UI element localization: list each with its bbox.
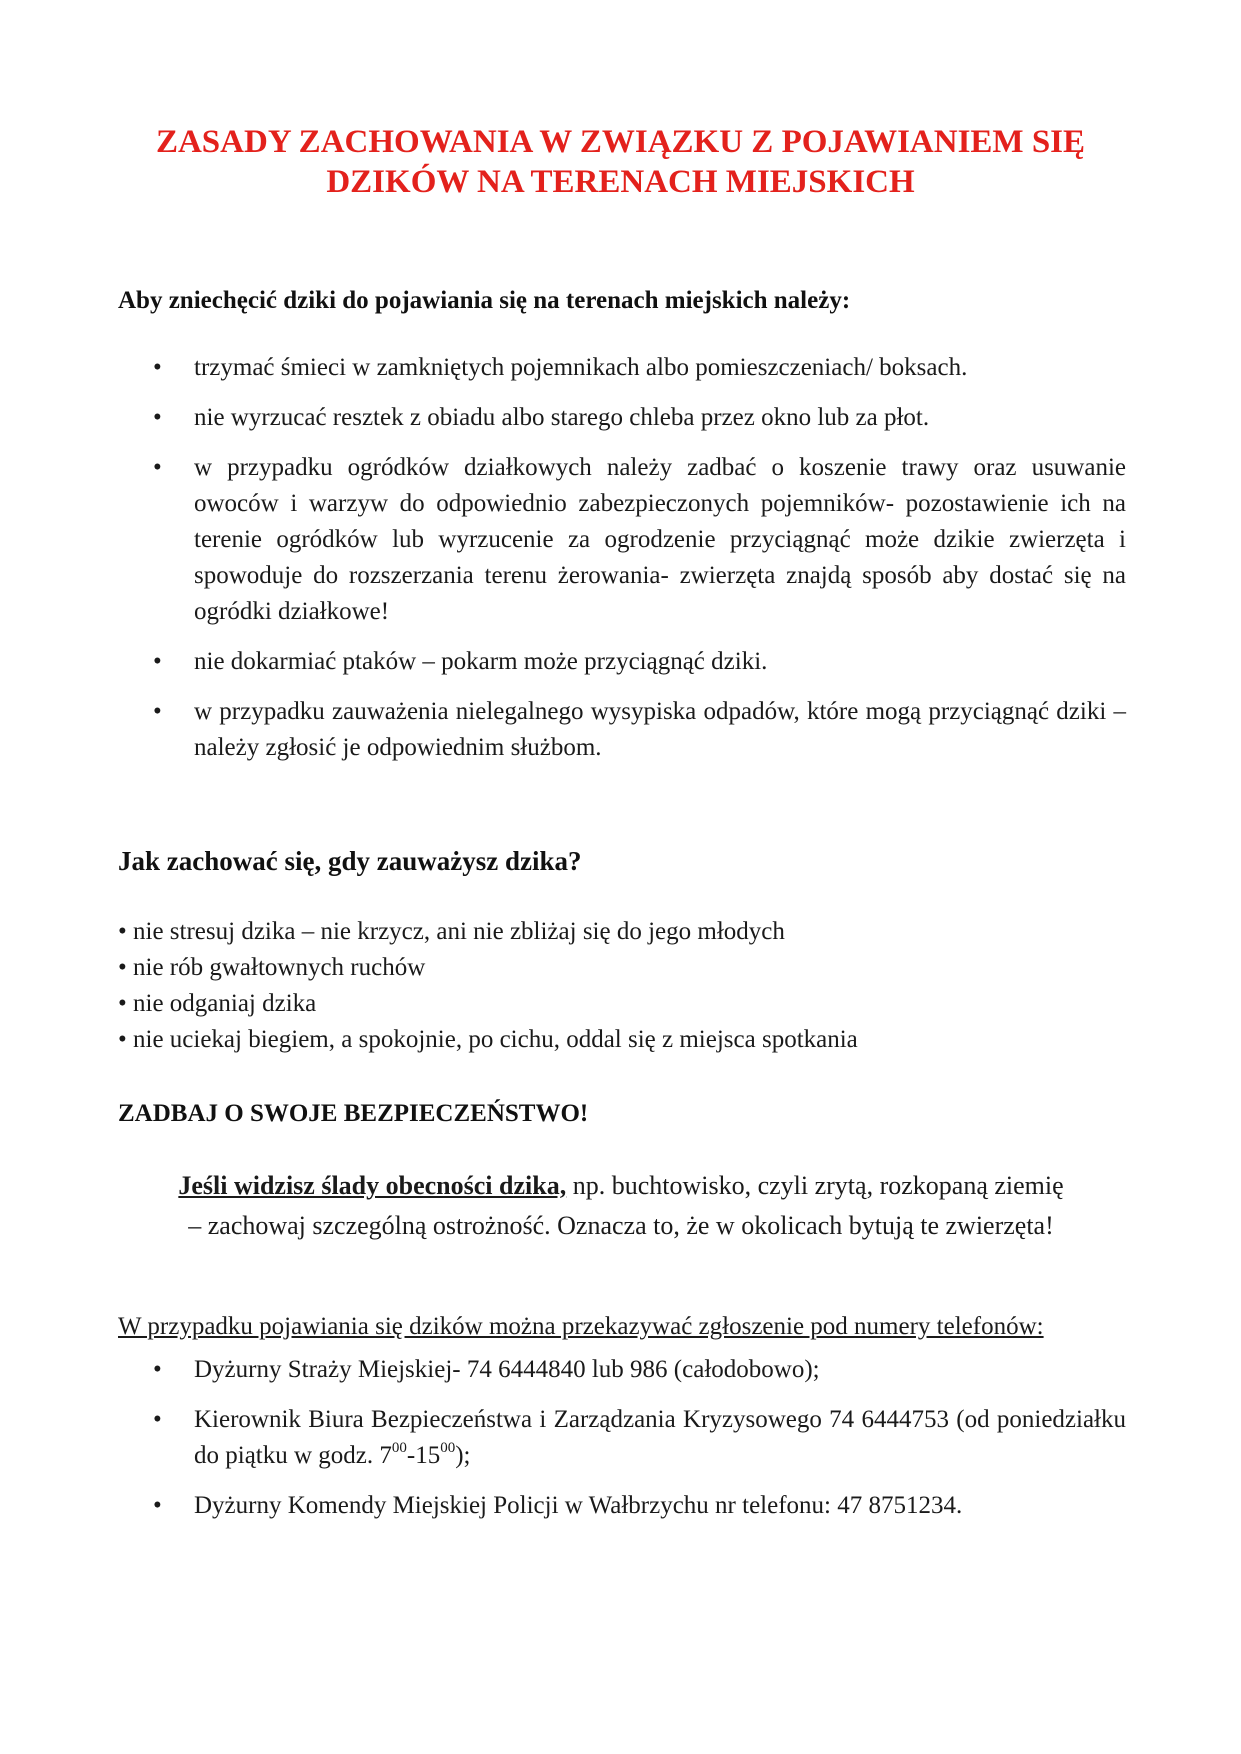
contact-text: Dyżurny Komendy Miejskiej Policji w Wałbrzychu nr telefonu: 47 8751234. bbox=[194, 1492, 963, 1519]
bullet-icon: • bbox=[153, 698, 162, 725]
list-item-text: w przypadku ogródków działkowych należy zadbać o koszenie trawy oraz usuwanie owoców i warzyw do odpowiednio zabezpieczonych pojemników- pozostawienie ich na terenie ogródków lub wyrzucenie za ogrodzenie przyciągnąć może dzikie zwierzęta i spowoduje do rozszerzania terenu żerowania- zwierzęta znajdą sposób aby dostać się na ogródki działkowe! bbox=[194, 454, 1126, 625]
hour-superscript: 00 bbox=[440, 1440, 456, 1457]
bullet-icon: • bbox=[153, 1492, 162, 1519]
list-item-text: w przypadku zauważenia nielegalnego wysypiska odpadów, które mogą przyciągnąć dziki – należy zgłosić je odpowiednim służbom. bbox=[194, 698, 1126, 761]
safety-paragraph bbox=[118, 1166, 1124, 1246]
title-line-2: DZIKÓW NA TERENACH MIEJSKICH bbox=[326, 164, 915, 200]
list-item: • nie odganiaj dzika bbox=[118, 990, 317, 1017]
safety-line-2: – zachowaj szczególną ostrożność. Oznacza to, że w okolicach bytują te zwierzęta! bbox=[188, 1211, 1054, 1240]
contact-text: Dyżurny Straży Miejskiej- 74 6444840 lub 986 (całodobowo); bbox=[194, 1356, 820, 1383]
list-item-text: trzymać śmieci w zamkniętych pojemnikach albo pomieszczeniach/ boksach. bbox=[194, 354, 968, 381]
bullet-icon: • bbox=[153, 404, 162, 431]
prevention-list bbox=[118, 350, 1126, 780]
encounter-list bbox=[118, 914, 858, 1058]
section-heading-prevention: Aby zniechęcić dziki do pojawiania się na terenach miejskich należy: bbox=[118, 287, 851, 314]
safety-line-1 bbox=[118, 1166, 1124, 1206]
hour-superscript: 00 bbox=[391, 1440, 407, 1457]
bullet-icon: • bbox=[153, 454, 162, 481]
list-item: • nie stresuj dzika – nie krzycz, ani nie zbliżaj się do jego młodych bbox=[118, 918, 785, 945]
title-line-1: ZASADY ZACHOWANIA W ZWIĄZKU Z POJAWIANIEM SIĘ bbox=[155, 124, 1086, 160]
contact-item bbox=[118, 1352, 1126, 1388]
safety-lead: Jeśli widzisz ślady obecności dzika, bbox=[178, 1171, 567, 1200]
safety-rest: np. buchtowisko, czyli zrytą, rozkopaną ziemię bbox=[566, 1171, 1064, 1200]
list-item-text: nie dokarmiać ptaków – pokarm może przyciągnąć dziki. bbox=[194, 648, 768, 675]
list-item bbox=[118, 400, 1126, 436]
contact-text-main: Kierownik Biura Bezpieczeństwa i Zarządzania Kryzysowego 74 6444753 (od poniedziałku do piątku w godz. 7 bbox=[194, 1406, 1126, 1469]
list-item bbox=[118, 450, 1126, 630]
bullet-icon: • bbox=[153, 648, 162, 675]
bullet-icon: • bbox=[153, 1406, 162, 1433]
list-item: • nie rób gwałtownych ruchów bbox=[118, 954, 426, 981]
contacts-intro: W przypadku pojawiania się dzików można przekazywać zgłoszenie pod numery telefonów: bbox=[118, 1313, 1044, 1340]
section-heading-encounter: Jak zachować się, gdy zauważysz dzika? bbox=[118, 846, 582, 876]
contact-text-mid: -15 bbox=[406, 1442, 441, 1469]
list-item bbox=[118, 644, 1126, 680]
contact-text bbox=[194, 1406, 1126, 1469]
list-item-text: nie wyrzucać resztek z obiadu albo starego chleba przez okno lub za płot. bbox=[194, 404, 930, 431]
contact-text-end: ); bbox=[455, 1442, 471, 1469]
contact-item bbox=[118, 1488, 1126, 1524]
bullet-icon: • bbox=[153, 354, 162, 381]
list-item: • nie uciekaj biegiem, a spokojnie, po cichu, oddal się z miejsca spotkania bbox=[118, 1026, 858, 1053]
list-item bbox=[118, 350, 1126, 386]
bullet-icon: • bbox=[153, 1356, 162, 1383]
contacts-list bbox=[118, 1352, 1126, 1538]
section-heading-safety: ZADBAJ O SWOJE BEZPIECZEŃSTWO! bbox=[118, 1100, 589, 1127]
list-item bbox=[118, 694, 1126, 766]
contact-item bbox=[118, 1402, 1126, 1474]
page-title bbox=[0, 122, 1241, 202]
